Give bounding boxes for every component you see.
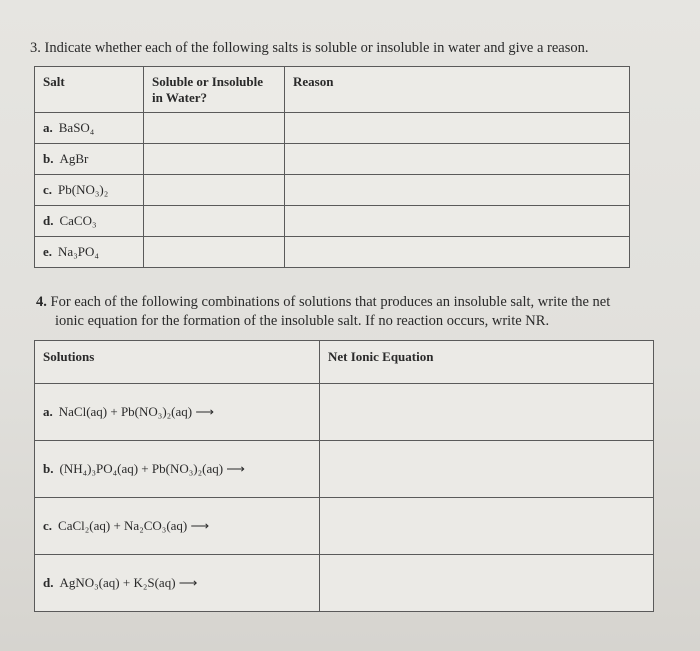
soluble-answer-cell[interactable] — [144, 113, 285, 144]
solutions-cell — [35, 384, 320, 441]
net-ionic-answer-cell[interactable] — [320, 498, 654, 555]
table-row — [35, 384, 654, 441]
salt-formula: AgBr — [59, 151, 89, 166]
header-solutions: Solutions — [35, 341, 320, 384]
question-3-title: 3. Indicate whether each of the following salts is soluble or insoluble in water and give a reason. — [30, 40, 589, 56]
salt-formula: CaCO₃ — [59, 213, 97, 228]
reaction-equation: AgNO₃(aq) + K₂S(aq) ⟶ — [59, 575, 198, 590]
row-letter: a. — [43, 120, 53, 135]
salt-cell — [35, 144, 144, 175]
row-letter: d. — [43, 575, 54, 590]
row-letter: e. — [43, 244, 53, 259]
question-4-line2: ionic equation for the formation of the insoluble salt. If no reaction occurs, write NR. — [55, 313, 550, 329]
soluble-answer-cell[interactable] — [144, 144, 285, 175]
net-ionic-table-header — [35, 341, 654, 384]
salt-cell — [35, 206, 144, 237]
salt-cell — [35, 175, 144, 206]
salt-formula: Na₃PO₄ — [58, 244, 99, 259]
salt-cell — [35, 237, 144, 268]
reason-answer-cell[interactable] — [285, 175, 630, 206]
reason-answer-cell[interactable] — [285, 206, 630, 237]
reason-answer-cell[interactable] — [285, 144, 630, 175]
header-net-ionic: Net Ionic Equation — [320, 341, 654, 384]
reaction-equation: NaCl(aq) + Pb(NO₃)₂(aq) ⟶ — [58, 404, 214, 419]
row-letter: a. — [43, 404, 53, 419]
row-letter: b. — [43, 461, 54, 476]
row-letter: d. — [43, 213, 54, 228]
table-row — [35, 441, 654, 498]
reason-answer-cell[interactable] — [285, 237, 630, 268]
salt-formula: Pb(NO₃)₂ — [58, 182, 109, 197]
table-row — [35, 144, 630, 175]
header-reason: Reason — [285, 67, 630, 113]
net-ionic-answer-cell[interactable] — [320, 441, 654, 498]
soluble-answer-cell[interactable] — [144, 206, 285, 237]
reaction-equation: (NH₄)₃PO₄(aq) + Pb(NO₃)₂(aq) ⟶ — [59, 461, 245, 476]
header-salt: Salt — [35, 67, 144, 113]
question-4-number: 4. — [36, 294, 47, 310]
soluble-answer-cell[interactable] — [144, 237, 285, 268]
reason-answer-cell[interactable] — [285, 113, 630, 144]
row-letter: c. — [43, 182, 53, 197]
soluble-answer-cell[interactable] — [144, 175, 285, 206]
row-letter: b. — [43, 151, 54, 166]
solutions-cell — [35, 441, 320, 498]
solubility-table — [34, 66, 630, 268]
salt-cell — [35, 113, 144, 144]
header-soluble: Soluble or Insoluble in Water? — [144, 67, 285, 113]
solutions-cell — [35, 498, 320, 555]
table-row — [35, 498, 654, 555]
net-ionic-answer-cell[interactable] — [320, 384, 654, 441]
table-row — [35, 113, 630, 144]
solutions-cell — [35, 555, 320, 612]
solubility-table-header — [35, 67, 630, 113]
net-ionic-answer-cell[interactable] — [320, 555, 654, 612]
net-ionic-table — [34, 340, 654, 612]
table-row — [35, 175, 630, 206]
question-4-title — [36, 293, 656, 331]
salt-formula: BaSO₄ — [58, 120, 95, 135]
question-4-line1: For each of the following combinations of solutions that produces an insoluble salt, write the net — [50, 294, 611, 310]
table-row — [35, 206, 630, 237]
table-row — [35, 555, 654, 612]
table-row — [35, 237, 630, 268]
row-letter: c. — [43, 518, 53, 533]
reaction-equation: CaCl₂(aq) + Na₂CO₃(aq) ⟶ — [58, 518, 210, 533]
